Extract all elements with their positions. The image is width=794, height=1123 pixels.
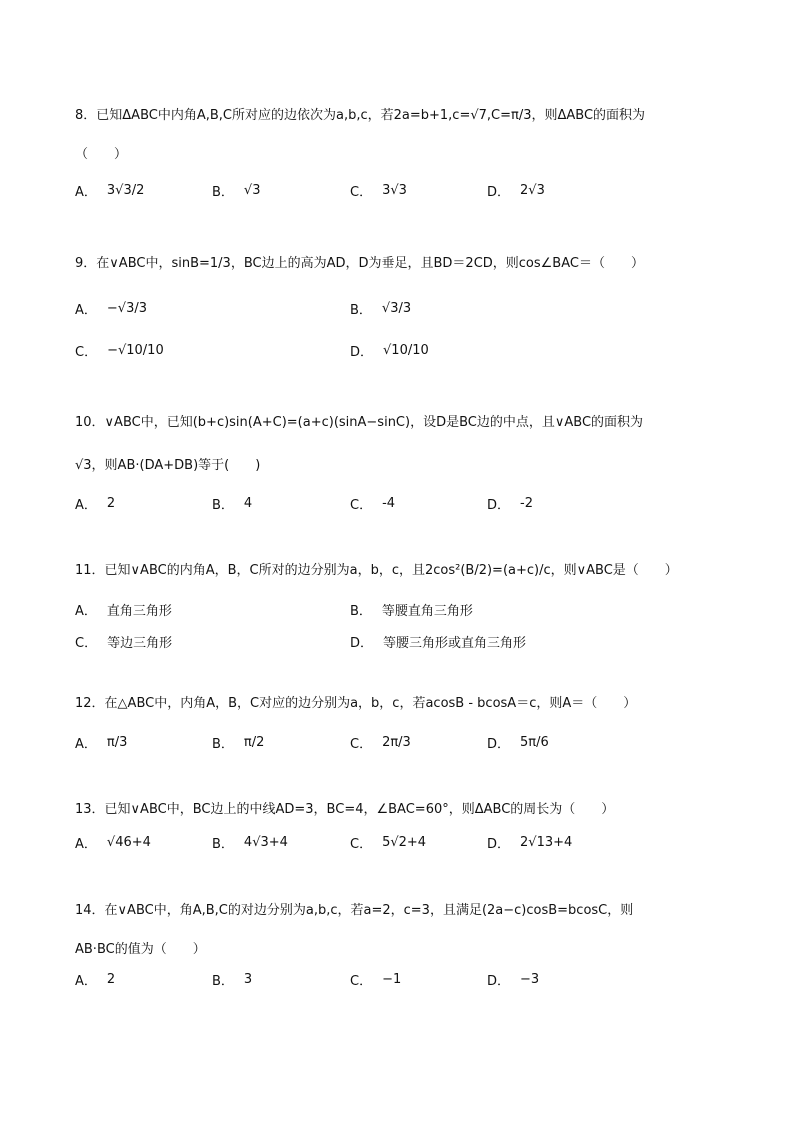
option-a-value: 3√3/2 bbox=[106, 182, 145, 198]
option-b[interactable]: B． √3 bbox=[212, 182, 261, 200]
question-11-text: 已知∨ABC的内角A，B，C所对的边分别为a，b，c，且2cos²(B/2)=(a+c)/c，则∨ABC是（ ） bbox=[104, 563, 678, 578]
option-c-value: −√10/10 bbox=[107, 342, 164, 358]
option-a[interactable]: A． −√3/3 bbox=[75, 300, 148, 318]
option-d[interactable]: D． 2√3 bbox=[487, 182, 545, 200]
option-c-value: −1 bbox=[382, 971, 402, 987]
question-12 bbox=[75, 691, 725, 752]
option-c[interactable]: C． 等边三角形 bbox=[75, 624, 172, 658]
option-d[interactable]: D． 等腰三角形或直角三角形 bbox=[350, 624, 526, 658]
option-a[interactable]: A． 3√3/2 bbox=[75, 182, 145, 200]
question-10-options bbox=[75, 486, 725, 520]
option-d-value: √10/10 bbox=[383, 342, 429, 358]
option-c-value: 等边三角形 bbox=[107, 635, 173, 651]
question-11-stem: 11．已知∨ABC的内角A，B，C所对的边分别为a，b，c，且2cos²(B/2)=(a+c)/c，则∨ABC是（ ） bbox=[75, 563, 678, 578]
option-a[interactable]: A． √46+4 bbox=[75, 834, 151, 852]
option-d-value: 5π/6 bbox=[520, 734, 549, 750]
option-b[interactable]: B． 等腰直角三角形 bbox=[350, 592, 473, 626]
question-10-stem: 10．∨ABC中，已知(b+c)sin(A+C)=(a+c)(sinA−sinC)，设D是BC边的中点，且∨ABC的面积为 bbox=[75, 415, 644, 430]
option-a-value: 直角三角形 bbox=[106, 603, 172, 619]
question-10-stem-line2: √3，则AB·(DA+DB)等于( ) bbox=[75, 458, 261, 473]
option-b[interactable]: B． 4√3+4 bbox=[212, 834, 288, 852]
question-14-options bbox=[75, 962, 725, 996]
question-8-stem bbox=[75, 103, 725, 129]
option-a[interactable]: A． 2 bbox=[75, 971, 116, 989]
option-d-value: 等腰三角形或直角三角形 bbox=[383, 635, 527, 651]
option-b-value: π/2 bbox=[243, 734, 265, 750]
question-10-text: ∨ABC中，已知(b+c)sin(A+C)=(a+c)(sinA−sinC)，设D是BC边的中点，且∨ABC的面积为 bbox=[104, 415, 644, 430]
option-b-value: 4√3+4 bbox=[243, 834, 288, 850]
option-d[interactable]: D． -2 bbox=[487, 495, 533, 513]
option-b[interactable]: B． 4 bbox=[212, 495, 253, 513]
option-a-value: π/3 bbox=[106, 734, 128, 750]
option-d-value: 2√13+4 bbox=[520, 834, 573, 850]
option-b-value: 等腰直角三角形 bbox=[381, 603, 473, 619]
option-d-value: −3 bbox=[520, 971, 540, 987]
question-8 bbox=[75, 103, 725, 200]
question-11-options-row1 bbox=[75, 592, 725, 626]
option-c[interactable]: C． -4 bbox=[350, 495, 396, 513]
option-c-value: 3√3 bbox=[382, 182, 407, 198]
question-9-text: 在∨ABC中，sinB=1/3，BC边上的高为AD，D为垂足，且BD＝2CD，则cos∠BAC＝（ ） bbox=[96, 256, 644, 271]
option-c-value: 5√2+4 bbox=[382, 834, 427, 850]
option-b-value: 4 bbox=[243, 495, 253, 511]
option-a[interactable]: A． π/3 bbox=[75, 734, 128, 752]
question-9-stem: 9．在∨ABC中，sinB=1/3，BC边上的高为AD，D为垂足，且BD＝2CD，则cos∠BAC＝（ ） bbox=[75, 256, 644, 271]
option-b[interactable]: B． 3 bbox=[212, 971, 253, 989]
question-12-options bbox=[75, 725, 725, 759]
question-13-text: 已知∨ABC中，BC边上的中线AD=3，BC=4，∠BAC=60°，则ΔABC的周长为（ ） bbox=[104, 802, 615, 817]
option-c[interactable]: C． 3√3 bbox=[350, 182, 407, 200]
option-a[interactable]: A． 2 bbox=[75, 495, 116, 513]
question-12-text: 在△ABC中，内角A，B，C对应的边分别为a，b，c，若acosB - bcosA＝c，则A＝（ ） bbox=[104, 696, 637, 711]
option-c-value: -4 bbox=[382, 495, 396, 511]
question-14-text: 在∨ABC中，角A,B,C的对边分别为a,b,c，若a=2，c=3，且满足(2a−c)cosB=bcosC，则 bbox=[104, 903, 634, 918]
question-8-text: 已知ΔABC中内角A,B,C所对应的边依次为a,b,c，若2a=b+1,c=√7,C=π/3，则ΔABC的面积为 bbox=[96, 108, 646, 123]
question-13-options bbox=[75, 825, 725, 859]
option-c-value: 2π/3 bbox=[382, 734, 411, 750]
option-b-value: 3 bbox=[243, 971, 253, 987]
question-14-stem: 14．在∨ABC中，角A,B,C的对边分别为a,b,c，若a=2，c=3，且满足(2a−c)cosB=bcosC，则 bbox=[75, 903, 634, 918]
option-d[interactable]: D． 5π/6 bbox=[487, 734, 549, 752]
option-c[interactable]: C． −√10/10 bbox=[75, 342, 164, 360]
question-9 bbox=[75, 251, 725, 360]
option-a-value: −√3/3 bbox=[106, 300, 148, 316]
question-12-stem: 12．在△ABC中，内角A，B，C对应的边分别为a，b，c，若acosB - bcosA＝c，则A＝（ ） bbox=[75, 696, 637, 711]
option-b[interactable]: B． √3/3 bbox=[350, 300, 412, 318]
option-d-value: 2√3 bbox=[520, 182, 545, 198]
option-c[interactable]: C． 5√2+4 bbox=[350, 834, 427, 852]
question-8-answer-blank: （ ） bbox=[75, 147, 128, 162]
question-11-options-row2 bbox=[75, 624, 725, 658]
option-c[interactable]: C． 2π/3 bbox=[350, 734, 411, 752]
question-9-options-row1 bbox=[75, 291, 725, 325]
question-9-options-row2 bbox=[75, 333, 725, 367]
question-8-options bbox=[75, 173, 725, 207]
option-a-value: 2 bbox=[106, 971, 116, 987]
option-a[interactable]: A． 直角三角形 bbox=[75, 592, 172, 626]
option-b-value: √3 bbox=[243, 182, 261, 198]
option-b[interactable]: B． π/2 bbox=[212, 734, 265, 752]
option-a-value: 2 bbox=[106, 495, 116, 511]
question-14-stem-line2: AB·BC的值为（ ） bbox=[75, 942, 206, 957]
option-d[interactable]: D． √10/10 bbox=[350, 342, 429, 360]
option-a-value: √46+4 bbox=[106, 834, 151, 850]
question-14 bbox=[75, 898, 725, 989]
question-11 bbox=[75, 558, 725, 651]
option-d[interactable]: D． 2√13+4 bbox=[487, 834, 573, 852]
option-d[interactable]: D． −3 bbox=[487, 971, 540, 989]
question-10 bbox=[75, 410, 725, 513]
option-c[interactable]: C． −1 bbox=[350, 971, 402, 989]
question-number: 8． bbox=[75, 108, 97, 123]
option-d-value: -2 bbox=[520, 495, 533, 511]
question-13 bbox=[75, 797, 725, 852]
option-b-value: √3/3 bbox=[381, 300, 412, 316]
question-13-stem: 13．已知∨ABC中，BC边上的中线AD=3，BC=4，∠BAC=60°，则ΔABC的周长为（ ） bbox=[75, 802, 615, 817]
